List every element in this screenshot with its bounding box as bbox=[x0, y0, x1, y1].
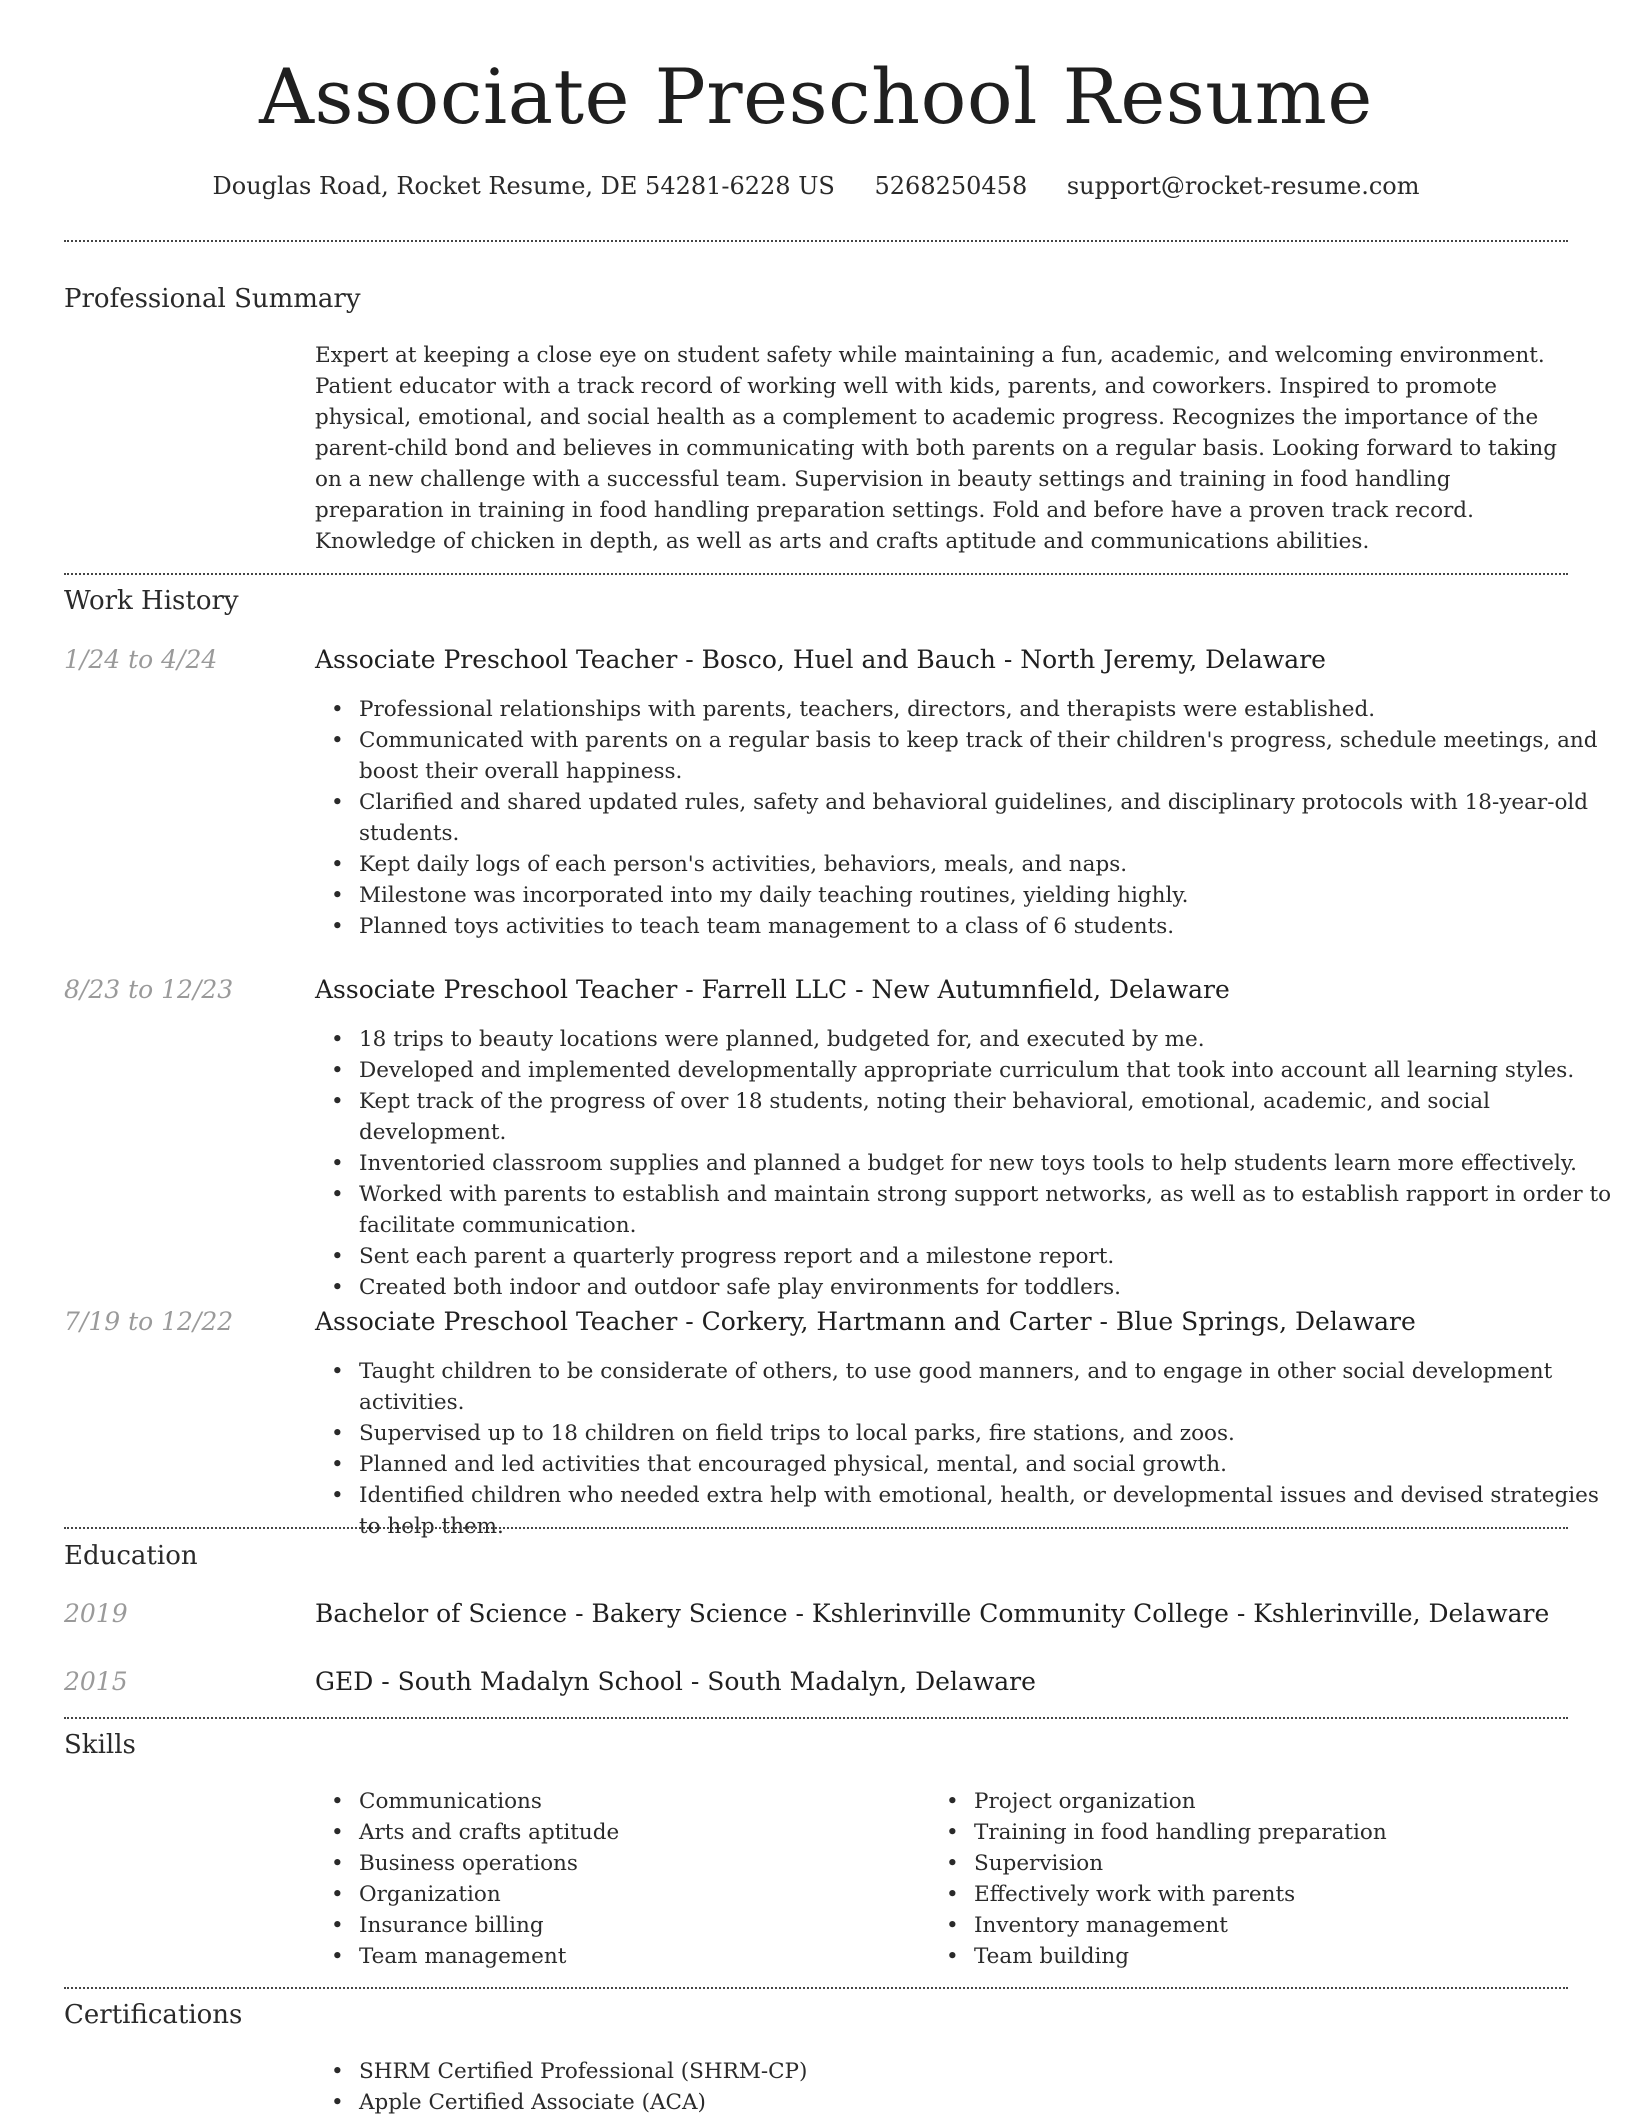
list-item: • Communicated with parents on a regular basis to keep track of their children's progress, schedule meetings, and boost their overall happiness. bbox=[359, 725, 1614, 787]
list-item: • Created both indoor and outdoor safe play environments for toddlers. bbox=[359, 1272, 1614, 1303]
list-item: • Supervision bbox=[974, 1848, 1534, 1879]
job-bullets bbox=[315, 1024, 1614, 1303]
job-bullets bbox=[315, 694, 1614, 942]
contact-phone: 5268250458 bbox=[874, 172, 1028, 200]
job-title: Associate Preschool Teacher - Farrell LLC - New Autumnfield, Delaware bbox=[315, 975, 1230, 1004]
education-heading: Education bbox=[64, 1541, 198, 1571]
list-item: • Arts and crafts aptitude bbox=[359, 1817, 919, 1848]
section-divider bbox=[64, 1717, 1568, 1719]
contact-email[interactable]: support@rocket-resume.com bbox=[1066, 172, 1420, 200]
section-divider bbox=[64, 1987, 1568, 1989]
list-item: • Milestone was incorporated into my daily teaching routines, yielding highly. bbox=[359, 880, 1614, 911]
education-year: 2015 bbox=[64, 1667, 128, 1696]
job-bullets bbox=[315, 1356, 1614, 1542]
job-dates: 7/19 to 12/22 bbox=[64, 1307, 234, 1336]
skills-heading: Skills bbox=[64, 1730, 136, 1760]
list-item: • Inventoried classroom supplies and planned a budget for new toys tools to help students learn more effectively. bbox=[359, 1148, 1614, 1179]
list-item: • Identified children who needed extra help with emotional, health, or developmental issues and devised strategies to help them. bbox=[359, 1480, 1614, 1542]
list-item: • SHRM Certified Professional (SHRM-CP) bbox=[359, 2056, 1614, 2087]
list-item: • Professional relationships with parents, teachers, directors, and therapists were established. bbox=[359, 694, 1614, 725]
list-item: • Project organization bbox=[974, 1786, 1534, 1817]
work-heading: Work History bbox=[64, 586, 239, 616]
resume-title: Associate Preschool Resume bbox=[259, 52, 1373, 141]
job-dates: 8/23 to 12/23 bbox=[64, 975, 234, 1004]
list-item: • Planned and led activities that encouraged physical, mental, and social growth. bbox=[359, 1449, 1614, 1480]
list-item: • Kept track of the progress of over 18 students, noting their behavioral, emotional, academic, and social development. bbox=[359, 1086, 1614, 1148]
list-item: • Developed and implemented developmentally appropriate curriculum that took into account all learning styles. bbox=[359, 1055, 1614, 1086]
list-item: • Worked with parents to establish and maintain strong support networks, as well as to establish rapport in order to facilitate communication. bbox=[359, 1179, 1614, 1241]
list-item: • Apple Certified Associate (ACA) bbox=[359, 2087, 1614, 2118]
list-item: • Team management bbox=[359, 1941, 919, 1972]
list-item: • Clarified and shared updated rules, safety and behavioral guidelines, and disciplinary protocols with 18-year-old students. bbox=[359, 787, 1614, 849]
education-entry: Bachelor of Science - Bakery Science - Kshlerinville Community College - Kshlerinville, Delaware bbox=[315, 1599, 1550, 1628]
list-item: • Business operations bbox=[359, 1848, 919, 1879]
summary-heading: Professional Summary bbox=[64, 284, 361, 314]
list-item: • Taught children to be considerate of others, to use good manners, and to engage in other social development activities. bbox=[359, 1356, 1614, 1418]
list-item: • Team building bbox=[974, 1941, 1534, 1972]
section-divider bbox=[64, 1527, 1568, 1529]
list-item: • Planned toys activities to teach team management to a class of 6 students. bbox=[359, 911, 1614, 942]
list-item: • Insurance billing bbox=[359, 1910, 919, 1941]
list-item: • Inventory management bbox=[974, 1910, 1534, 1941]
list-item: • Sent each parent a quarterly progress report and a milestone report. bbox=[359, 1241, 1614, 1272]
skills-list-right bbox=[930, 1786, 1534, 1972]
contact-address: Douglas Road, Rocket Resume, DE 54281-6228 US bbox=[212, 172, 835, 200]
contact-line bbox=[0, 172, 1632, 200]
list-item: • Kept daily logs of each person's activities, behaviors, meals, and naps. bbox=[359, 849, 1614, 880]
list-item: • 18 trips to beauty locations were planned, budgeted for, and executed by me. bbox=[359, 1024, 1614, 1055]
job-title: Associate Preschool Teacher - Corkery, Hartmann and Carter - Blue Springs, Delaware bbox=[315, 1307, 1416, 1336]
list-item: • Training in food handling preparation bbox=[974, 1817, 1534, 1848]
job-dates: 1/24 to 4/24 bbox=[64, 645, 218, 674]
summary-text: Expert at keeping a close eye on student safety while maintaining a fun, academic, and welcoming environment. Patient educator with a track record of working well with kids, parents, and coworkers. Inspired to promote physical, emotional, and social health as a complement to academic progress. Recognizes the importance of the parent-child bond and believes in communicating with both parents on a regular basis. Looking forward to taking on a new challenge with a successful team. Supervision in beauty settings and training in food handling preparation in training in food handling preparation settings. Fold and before have a proven track record. Knowledge of chicken in depth, as well as arts and crafts aptitude and communications abilities. bbox=[315, 343, 1558, 554]
certifications-list bbox=[315, 2056, 1614, 2118]
list-item: • Supervised up to 18 children on field trips to local parks, fire stations, and zoos. bbox=[359, 1418, 1614, 1449]
education-entry: GED - South Madalyn School - South Madalyn, Delaware bbox=[315, 1667, 1036, 1696]
skills-list-left bbox=[315, 1786, 919, 1972]
section-divider bbox=[64, 240, 1568, 242]
job-title: Associate Preschool Teacher - Bosco, Huel and Bauch - North Jeremy, Delaware bbox=[315, 645, 1326, 674]
education-year: 2019 bbox=[64, 1599, 128, 1628]
section-divider bbox=[64, 573, 1568, 575]
list-item: • Communications bbox=[359, 1786, 919, 1817]
list-item: • Organization bbox=[359, 1879, 919, 1910]
certifications-heading: Certifications bbox=[64, 2000, 243, 2030]
list-item: • Effectively work with parents bbox=[974, 1879, 1534, 1910]
